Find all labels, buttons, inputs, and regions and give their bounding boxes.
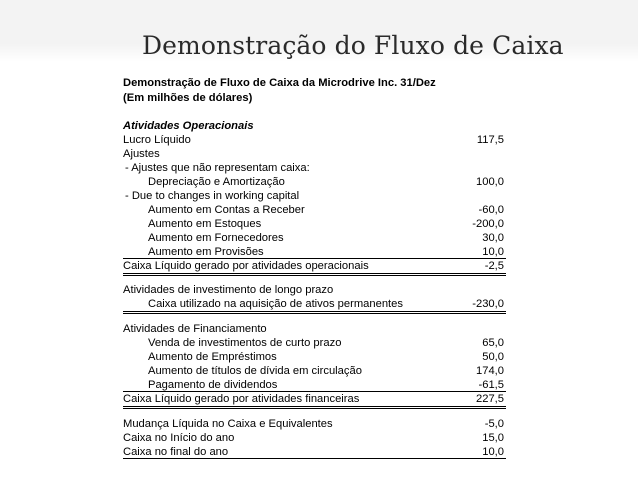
statement-heading [123,76,506,90]
short-term-investments-row [123,336,506,350]
adjustments-row [123,147,506,161]
row-value: -61,5 [478,379,504,391]
row-value: 15,0 [482,432,504,444]
slide-title: Demonstração do Fluxo de Caixa [142,31,564,60]
divider-line [123,406,506,407]
provisions-row [123,245,506,259]
operating-total-row [123,259,506,273]
row-label: Caixa utilizado na aquisição de ativos permanentes [148,298,403,310]
beginning-cash-row [123,431,506,445]
row-label: Caixa no Início do ano [123,432,235,444]
divider-line [123,311,506,312]
financing-total-row [123,392,506,406]
statement-subheading [123,91,506,105]
row-label: Caixa Líquido gerado por atividades financeiras [123,393,360,405]
row-value: 227,5 [476,393,504,405]
operating-section-title [123,119,506,133]
operating-title-text: Atividades Operacionais [123,120,254,132]
row-value: -2,5 [484,260,504,272]
inventory-row [123,217,506,231]
row-label: Lucro Líquido [123,134,191,146]
row-label: Pagamento de dividendos [148,379,278,391]
financing-title-text: Atividades de Financiamento [123,323,267,335]
capex-row [123,297,506,311]
payables-row [123,231,506,245]
divider-line [123,458,506,459]
row-value: 10,0 [482,446,504,458]
debt-securities-row [123,364,506,378]
financing-section-title [123,322,506,336]
ending-cash-row [123,445,506,459]
row-label: Aumento em Provisões [148,246,264,258]
row-value: 65,0 [482,337,504,349]
divider-line [123,275,506,276]
depreciation-row [123,175,506,189]
dividends-row [123,378,506,392]
row-label: - Ajustes que não representam caixa: [125,162,310,174]
row-label: Aumento em Fornecedores [148,232,284,244]
divider-line [123,408,506,409]
investing-title-text: Atividades de investimento de longo prazo [123,284,334,296]
row-value: -230,0 [472,298,504,310]
row-label: Caixa Líquido gerado por atividades operacionais [123,260,369,272]
net-income-row [123,133,506,147]
non-cash-adjustments-row [123,161,506,175]
investing-section-title [123,283,506,297]
row-value: 100,0 [476,176,504,188]
net-change-row [123,417,506,431]
statement-subheading-text: (Em milhões de dólares) [123,92,253,104]
row-value: 174,0 [476,365,504,377]
working-capital-row [123,189,506,203]
row-value: 30,0 [482,232,504,244]
row-value: -60,0 [478,204,504,216]
divider-line [123,273,506,274]
row-value: 117,5 [476,134,504,146]
loans-row [123,350,506,364]
row-value: 10,0 [482,246,504,258]
row-label: Aumento de Empréstimos [148,351,277,363]
row-label: Aumento de títulos de dívida em circulação [148,365,362,377]
row-label: Aumento em Estoques [148,218,262,230]
row-label: Aumento em Contas a Receber [148,204,305,216]
divider-line [123,313,506,314]
row-label: Mudança Líquida no Caixa e Equivalentes [123,418,333,430]
row-label: Depreciação e Amortização [148,176,285,188]
row-label: Caixa no final do ano [123,446,229,458]
row-label: - Due to changes in working capital [125,190,300,202]
row-value: -5,0 [484,418,504,430]
row-value: -200,0 [472,218,504,230]
row-value: 50,0 [482,351,504,363]
row-label: Venda de investimentos de curto prazo [148,337,342,349]
receivables-row [123,203,506,217]
row-label: Ajustes [123,148,160,160]
statement-heading-text: Demonstração de Fluxo de Caixa da Microdrive Inc. 31/Dez [123,77,436,89]
